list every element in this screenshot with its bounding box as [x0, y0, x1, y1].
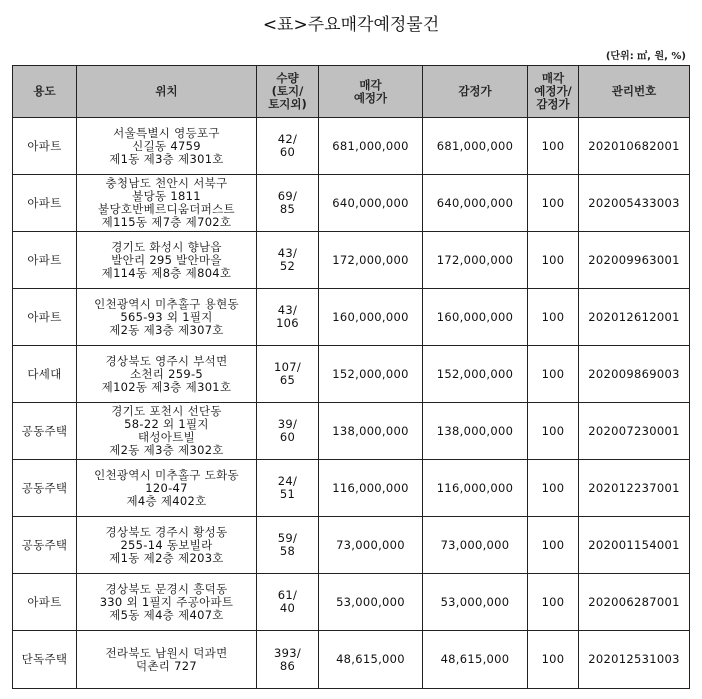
cell-location-line: 소천리 259-5 [129, 366, 204, 381]
cell-ratio: 100 [528, 118, 579, 175]
cell-location-line: 330 외 1필지 주공아파트 [99, 594, 234, 609]
cell-use: 아파트 [13, 289, 77, 346]
cell-location-line: 인천광역시 미추홀구 용현동 [94, 296, 239, 311]
cell-location [77, 118, 257, 175]
cell-location-line: 경상북도 영주시 부석면 [105, 353, 228, 368]
cell-quantity [257, 403, 319, 460]
cell-quantity-line: 61/ [277, 588, 298, 602]
cell-use: 아파트 [13, 232, 77, 289]
header-text-line: 수량 [276, 71, 299, 85]
cell-quantity-line: 52 [279, 259, 296, 273]
cell-appraisal: 73,000,000 [423, 517, 528, 574]
cell-mgmt-no: 202009869003 [579, 346, 690, 403]
cell-quantity-line: 106 [276, 316, 299, 330]
cell-appraisal: 172,000,000 [423, 232, 528, 289]
header-mgmt-no [579, 66, 690, 118]
cell-quantity-line: 58 [279, 544, 296, 558]
cell-ratio: 100 [528, 460, 579, 517]
cell-location-line: 255-14 동보빌라 [120, 537, 213, 552]
cell-quantity-line: 51 [279, 487, 296, 501]
table-row [13, 403, 690, 460]
cell-location-line: 신길동 4759 [132, 138, 201, 153]
cell-location-line: 충청남도 천안시 서북구 [105, 176, 228, 190]
cell-location-line: 경기도 화성시 향남읍 [111, 239, 222, 254]
cell-appraisal: 681,000,000 [423, 118, 528, 175]
cell-sale-price: 640,000,000 [319, 175, 423, 232]
cell-sale-price: 160,000,000 [319, 289, 423, 346]
table-row [13, 232, 690, 289]
cell-use: 공동주택 [13, 403, 77, 460]
cell-location-line: 제4층 제402호 [126, 493, 207, 508]
cell-appraisal: 138,000,000 [423, 403, 528, 460]
cell-location [77, 631, 257, 689]
table-row [13, 460, 690, 517]
cell-quantity-line: 65 [279, 373, 296, 387]
cell-location-line: 경상북도 경주시 황성동 [105, 524, 228, 539]
table-row [13, 631, 690, 689]
table-row [13, 346, 690, 403]
cell-location-line: 제2동 제3층 제302호 [109, 443, 224, 457]
cell-location [77, 346, 257, 403]
cell-quantity-line: 59/ [277, 531, 298, 545]
cell-quantity [257, 460, 319, 517]
cell-sale-price: 681,000,000 [319, 118, 423, 175]
cell-appraisal: 160,000,000 [423, 289, 528, 346]
cell-quantity-line: 42/ [277, 132, 298, 146]
cell-location-line: 제5동 제4층 제407호 [109, 607, 224, 622]
cell-ratio: 100 [528, 175, 579, 232]
header-text-line: 예정가 [353, 90, 388, 105]
cell-sale-price: 48,615,000 [319, 631, 423, 689]
table-row [13, 574, 690, 631]
cell-location-line: 120-47 [145, 480, 188, 495]
cell-location [77, 403, 257, 460]
cell-quantity [257, 232, 319, 289]
table-body [13, 118, 690, 689]
cell-quantity [257, 346, 319, 403]
header-text-line: 위치 [155, 84, 178, 98]
header-row [13, 66, 690, 118]
header-use [13, 66, 77, 118]
cell-location-line: 565-93 외 1필지 [120, 309, 213, 324]
cell-quantity [257, 574, 319, 631]
cell-ratio: 100 [528, 346, 579, 403]
cell-location-line: 제115동 제7층 제702호 [101, 215, 232, 229]
cell-appraisal: 152,000,000 [423, 346, 528, 403]
cell-mgmt-no: 202012612001 [579, 289, 690, 346]
cell-ratio: 100 [528, 631, 579, 689]
cell-mgmt-no: 202005433003 [579, 175, 690, 232]
cell-quantity-line: 39/ [277, 417, 298, 431]
cell-mgmt-no: 202012531003 [579, 631, 690, 689]
header-text-line: 매각 [359, 77, 382, 92]
cell-use: 아파트 [13, 118, 77, 175]
cell-location-line: 인천광역시 미추홀구 도화동 [94, 467, 239, 482]
cell-location-line: 덕촌리 727 [135, 658, 198, 673]
cell-mgmt-no: 202012237001 [579, 460, 690, 517]
cell-location-line: 경기도 포천시 선단동 [111, 404, 222, 418]
header-quantity [257, 66, 319, 118]
header-text-line: 관리번호 [611, 84, 657, 98]
cell-sale-price: 53,000,000 [319, 574, 423, 631]
cell-location [77, 289, 257, 346]
cell-appraisal: 53,000,000 [423, 574, 528, 631]
header-text-line: 감정가 [458, 84, 492, 98]
cell-use: 아파트 [13, 574, 77, 631]
cell-location-line: 제1동 제3층 제301호 [109, 151, 224, 166]
cell-ratio: 100 [528, 403, 579, 460]
cell-location-line: 제114동 제8층 제804호 [101, 265, 232, 280]
cell-sale-price: 116,000,000 [319, 460, 423, 517]
cell-location-line: 제1동 제2층 제203호 [109, 550, 224, 565]
cell-quantity-line: 43/ [277, 246, 298, 260]
cell-quantity-line: 69/ [277, 189, 298, 203]
cell-quantity [257, 517, 319, 574]
unit-note: (단위: ㎡, 원, %) [605, 51, 686, 62]
header-location [77, 66, 257, 118]
header-sale-price [319, 66, 423, 118]
cell-use: 공동주택 [13, 517, 77, 574]
cell-location [77, 574, 257, 631]
cell-sale-price: 73,000,000 [319, 517, 423, 574]
cell-quantity-line: 85 [279, 202, 296, 216]
cell-location-line: 서울특별시 영등포구 [113, 125, 220, 140]
sale-properties-table [12, 65, 690, 689]
cell-appraisal: 116,000,000 [423, 460, 528, 517]
cell-mgmt-no: 202006287001 [579, 574, 690, 631]
header-ratio [528, 66, 579, 118]
cell-location [77, 517, 257, 574]
table-row [13, 118, 690, 175]
cell-location-line: 58-22 외 1필지 [124, 417, 209, 431]
cell-use: 다세대 [13, 346, 77, 403]
cell-mgmt-no: 202009963001 [579, 232, 690, 289]
header-text-line: 토지외) [268, 97, 307, 111]
cell-location-line: 태성아트빌 [137, 430, 196, 444]
cell-quantity [257, 118, 319, 175]
table-row [13, 289, 690, 346]
cell-use: 공동주택 [13, 460, 77, 517]
cell-ratio: 100 [528, 574, 579, 631]
cell-quantity [257, 175, 319, 232]
cell-location [77, 232, 257, 289]
cell-quantity-line: 60 [279, 145, 296, 159]
cell-use: 단독주택 [13, 631, 77, 689]
cell-location [77, 460, 257, 517]
cell-location [77, 175, 257, 232]
cell-location-line: 전라북도 남원시 덕과면 [105, 645, 228, 660]
cell-mgmt-no: 202001154001 [579, 517, 690, 574]
cell-mgmt-no: 202010682001 [579, 118, 690, 175]
cell-quantity-line: 60 [279, 430, 296, 444]
cell-appraisal: 48,615,000 [423, 631, 528, 689]
cell-quantity [257, 289, 319, 346]
cell-location-line: 제102동 제3층 제301호 [101, 379, 232, 394]
cell-appraisal: 640,000,000 [423, 175, 528, 232]
cell-sale-price: 138,000,000 [319, 403, 423, 460]
cell-quantity [257, 631, 319, 689]
header-text-line: 감정가 [536, 97, 570, 111]
cell-location-line: 제2동 제3층 제307호 [109, 322, 224, 337]
header-text-line: 예정가/ [534, 84, 572, 98]
table-row [13, 517, 690, 574]
cell-mgmt-no: 202007230001 [579, 403, 690, 460]
cell-location-line: 불당호반베르디움더퍼스트 [98, 202, 235, 216]
cell-sale-price: 172,000,000 [319, 232, 423, 289]
cell-quantity-line: 86 [279, 658, 296, 673]
cell-use: 아파트 [13, 175, 77, 232]
cell-location-line: 발안리 295 발안마을 [111, 252, 222, 267]
cell-sale-price: 152,000,000 [319, 346, 423, 403]
cell-ratio: 100 [528, 232, 579, 289]
table-title: <표>주요매각예정물건 [262, 15, 440, 35]
cell-quantity-line: 393/ [273, 645, 302, 660]
cell-quantity-line: 43/ [277, 303, 298, 317]
table-row [13, 175, 690, 232]
cell-quantity-line: 107/ [273, 360, 302, 374]
cell-ratio: 100 [528, 289, 579, 346]
cell-ratio: 100 [528, 517, 579, 574]
cell-quantity-line: 24/ [277, 474, 298, 488]
header-appraisal [423, 66, 528, 118]
header-text-line: (토지/ [271, 84, 304, 98]
header-text-line: 매각 [541, 71, 565, 85]
cell-location-line: 불당동 1811 [132, 189, 201, 203]
cell-location-line: 경상북도 문경시 흥덕동 [105, 581, 228, 596]
header-text-line: 용도 [33, 84, 56, 98]
cell-quantity-line: 40 [279, 601, 296, 615]
